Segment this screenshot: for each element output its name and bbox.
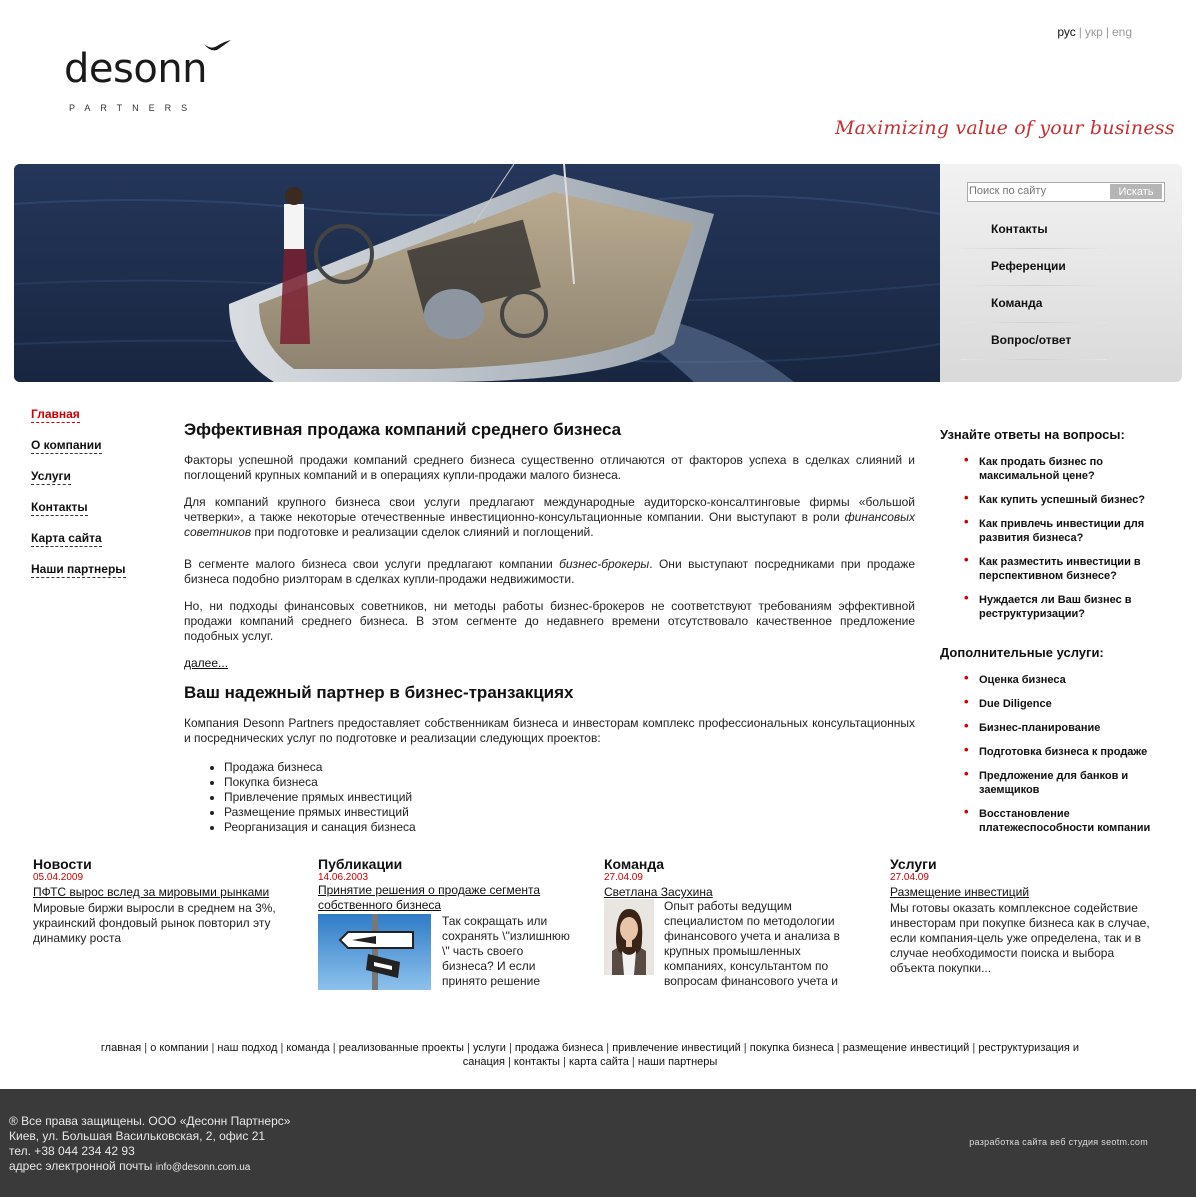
list-item xyxy=(964,493,1169,507)
list-item xyxy=(964,697,1169,711)
publications-block xyxy=(318,856,578,913)
list-item xyxy=(964,455,1169,483)
banner-image xyxy=(14,164,940,382)
paragraph: В сегменте малого бизнеса свои услуги предлагают компании бизнес-брокеры. Они выступают посредниками при продаже бизнеса подобно риэлторам в сделках купли-продажи недвижимости. xyxy=(184,557,916,586)
section-title: Ваш надежный партнер в бизнес-транзакциях xyxy=(184,683,574,702)
list-item xyxy=(964,555,1169,583)
search-input[interactable] xyxy=(969,184,1107,198)
list-item xyxy=(964,769,1169,797)
lang-uk[interactable]: укр xyxy=(1084,25,1103,39)
list-item: • Размещение прямых инвестиций xyxy=(224,805,915,820)
extra-service-link[interactable]: Due Diligence xyxy=(979,698,1052,710)
services-list xyxy=(184,760,915,835)
language-switcher: рус | укр | eng xyxy=(1057,25,1132,39)
services-title: Услуги xyxy=(890,856,937,872)
list-item xyxy=(964,721,1169,735)
question-link[interactable]: Как привлечь инвестиции для развития бизнеса? xyxy=(979,518,1145,544)
nav-contacts[interactable]: Контакты xyxy=(31,500,88,514)
street-sign-photo xyxy=(318,914,431,990)
footer-link[interactable]: услуги xyxy=(472,1042,506,1054)
services-text: Мы готовы оказать комплексное содействие инвесторам при покупке бизнеса как в случае, если компания-цель уже определена, так и в случае необходимости поиска и выбора объекта покупки... xyxy=(890,901,1150,975)
menu-contacts[interactable]: Контакты xyxy=(991,222,1048,236)
footer-link[interactable]: размещение инвестиций xyxy=(842,1042,970,1054)
main-content xyxy=(184,420,915,835)
footer-info xyxy=(9,1114,290,1175)
paragraph: Факторы успешной продажи компаний среднего бизнеса существенно отличаются от факторов успеха в сделках слияний и поглощений крупных компаний и в операциях купли-продажи малого бизнеса. xyxy=(184,453,915,482)
email-link[interactable]: info@desonn.com.ua xyxy=(155,1162,251,1173)
extra-service-link[interactable]: Оценка бизнеса xyxy=(979,674,1066,686)
footer-link[interactable]: главная xyxy=(100,1042,142,1054)
extra-service-link[interactable]: Бизнес-планирование xyxy=(979,722,1101,734)
question-link[interactable]: Нуждается ли Ваш бизнес в реструктуризации? xyxy=(979,594,1132,620)
footer-link[interactable]: покупка бизнеса xyxy=(749,1042,834,1054)
team-member-photo xyxy=(604,899,654,975)
question-link[interactable]: Как продать бизнес по максимальной цене? xyxy=(979,456,1103,482)
list-item: • Покупка бизнеса xyxy=(224,775,915,790)
footer-link[interactable]: команда xyxy=(286,1042,330,1054)
logo-subtitle: PARTNERS xyxy=(69,103,198,113)
news-block xyxy=(33,856,283,946)
footer-link[interactable]: карта сайта xyxy=(568,1056,629,1068)
menu-divider xyxy=(961,359,1107,360)
list-item: • Привлечение прямых инвестиций xyxy=(224,790,915,805)
footer-link[interactable]: реструктуризация и санация xyxy=(462,1042,1080,1068)
copyright: ® Все права защищены. ООО «Десонн Партнерс» xyxy=(9,1114,291,1128)
yacht-photo xyxy=(14,164,940,382)
extra-services-list xyxy=(964,673,1169,845)
footer-links: главная | о компании | наш подход | команда | реализованные проекты | услуги | продажа бизнеса | привлечение инвестиций | покупка бизнеса | размещение инвестиций | реструктуризация и санация | контакты | карта сайта | наши партнеры xyxy=(100,1042,1080,1068)
nav-services[interactable]: Услуги xyxy=(31,469,71,483)
menu-divider xyxy=(961,322,1107,323)
extra-service-link[interactable]: Подготовка бизнеса к продаже xyxy=(979,746,1148,758)
publications-title: Публикации xyxy=(318,856,403,872)
paragraph: Компания Desonn Partners предоставляет собственникам бизнеса и инвесторам комплекс профессиональных консультационных и посреднических услуг по подготовке и реализации следующих проектов: xyxy=(184,716,915,745)
team-block xyxy=(604,856,864,901)
services-block xyxy=(890,856,1150,976)
extra-service-link[interactable]: Предложение для банков и заемщиков xyxy=(979,770,1129,796)
lang-ru[interactable]: рус xyxy=(1057,25,1076,39)
list-item xyxy=(964,517,1169,545)
team-member-link[interactable]: Светлана Засухина xyxy=(604,885,713,899)
menu-divider xyxy=(961,248,1107,249)
footer-link[interactable]: продажа бизнеса xyxy=(514,1042,604,1054)
question-link[interactable]: Как разместить инвестиции в перспективном бизнесе? xyxy=(979,556,1141,582)
paragraph: Но, ни подходы финансовых советников, ни методы работы бизнес-брокеров не соответствуют требованиям эффективной продажи компаний среднего бизнеса. В этом сегменте до недавнего времени отсутствовало качественное предложение подобных услуг. xyxy=(184,599,915,643)
bird-logo-icon xyxy=(203,38,233,52)
menu-divider xyxy=(961,285,1107,286)
paragraph: Для компаний крупного бизнеса свои услуги предлагают международные аудиторско-консалтинговые фирмы «большой четверки», а также некоторые отечественные инвестиционно-консультационные компании. Они выступают в роли финансовых советников при подготовке и реализации сделок слияний и поглощений. xyxy=(184,495,915,539)
list-item xyxy=(964,593,1169,621)
extra-services-heading: Дополнительные услуги: xyxy=(940,645,1104,660)
address: Киев, ул. Большая Васильковская, 2, офис 21 xyxy=(9,1129,266,1143)
extra-service-link[interactable]: Восстановление платежеспособности компании xyxy=(979,808,1151,834)
nav-about[interactable]: О компании xyxy=(31,438,102,452)
developer-credit-link[interactable]: разработка сайта веб студия seotm.com xyxy=(969,1137,1148,1147)
lang-en[interactable]: eng xyxy=(1111,25,1132,39)
menu-references[interactable]: Референции xyxy=(991,259,1066,273)
read-more-link[interactable]: далее... xyxy=(184,656,229,670)
nav-sitemap[interactable]: Карта сайта xyxy=(31,531,102,545)
footer-link[interactable]: наши партнеры xyxy=(637,1056,718,1068)
team-member-text: Опыт работы ведущим специалистом по методологии финансового учета и анализа в крупных промышленных компаниях, консультантом по вопросам финансового учета и xyxy=(664,899,840,988)
publications-link[interactable]: Принятие решения о продаже сегмента собственного бизнеса xyxy=(318,883,541,912)
publications-date: 14.06.2003 xyxy=(318,872,369,883)
news-date: 05.04.2009 xyxy=(33,872,84,883)
footer-link[interactable]: реализованные проекты xyxy=(338,1042,464,1054)
footer-link[interactable]: наш подход xyxy=(217,1042,278,1054)
list-item xyxy=(964,673,1169,687)
slogan: Maximizing value of your business xyxy=(835,117,1175,139)
logo-text[interactable]: desonn xyxy=(64,46,208,92)
menu-team[interactable]: Команда xyxy=(991,296,1043,310)
news-link[interactable]: ПФТС вырос вслед за мировыми рынками xyxy=(33,885,270,899)
news-title: Новости xyxy=(33,856,92,872)
list-item: • Продажа бизнеса xyxy=(224,760,915,775)
question-link[interactable]: Как купить успешный бизнес? xyxy=(979,494,1145,506)
list-item: • Реорганизация и санация бизнеса xyxy=(224,820,915,835)
nav-home[interactable]: Главная xyxy=(31,407,80,421)
nav-partners[interactable]: Наши партнеры xyxy=(31,562,126,576)
team-date: 27.04.09 xyxy=(604,872,643,883)
team-title: Команда xyxy=(604,856,664,872)
list-item xyxy=(964,745,1169,759)
publications-text: Так сокращать или сохранять \"излишнюю \" часть своего бизнеса? И если принято решение xyxy=(442,914,570,988)
phone: тел. +38 044 234 42 93 xyxy=(9,1144,135,1158)
search-button[interactable]: Искать xyxy=(1110,184,1162,199)
email-label: адрес электронной почты xyxy=(9,1159,156,1173)
list-item xyxy=(964,807,1169,835)
questions-list xyxy=(964,455,1169,631)
main-title: Эффективная продажа компаний среднего бизнеса xyxy=(184,420,622,439)
questions-heading: Узнайте ответы на вопросы: xyxy=(940,427,1125,442)
footer-link[interactable]: контакты xyxy=(513,1056,560,1068)
menu-faq[interactable]: Вопрос/ответ xyxy=(991,333,1072,347)
footer-link[interactable]: привлечение инвестиций xyxy=(612,1042,741,1054)
services-link[interactable]: Размещение инвестиций xyxy=(890,885,1030,899)
footer-link[interactable]: о компании xyxy=(150,1042,209,1054)
news-text: Мировые биржи выросли в среднем на 3%, украинский фондовый рынок повторил эту динамику роста xyxy=(33,901,276,945)
services-date: 27.04.09 xyxy=(890,872,929,883)
